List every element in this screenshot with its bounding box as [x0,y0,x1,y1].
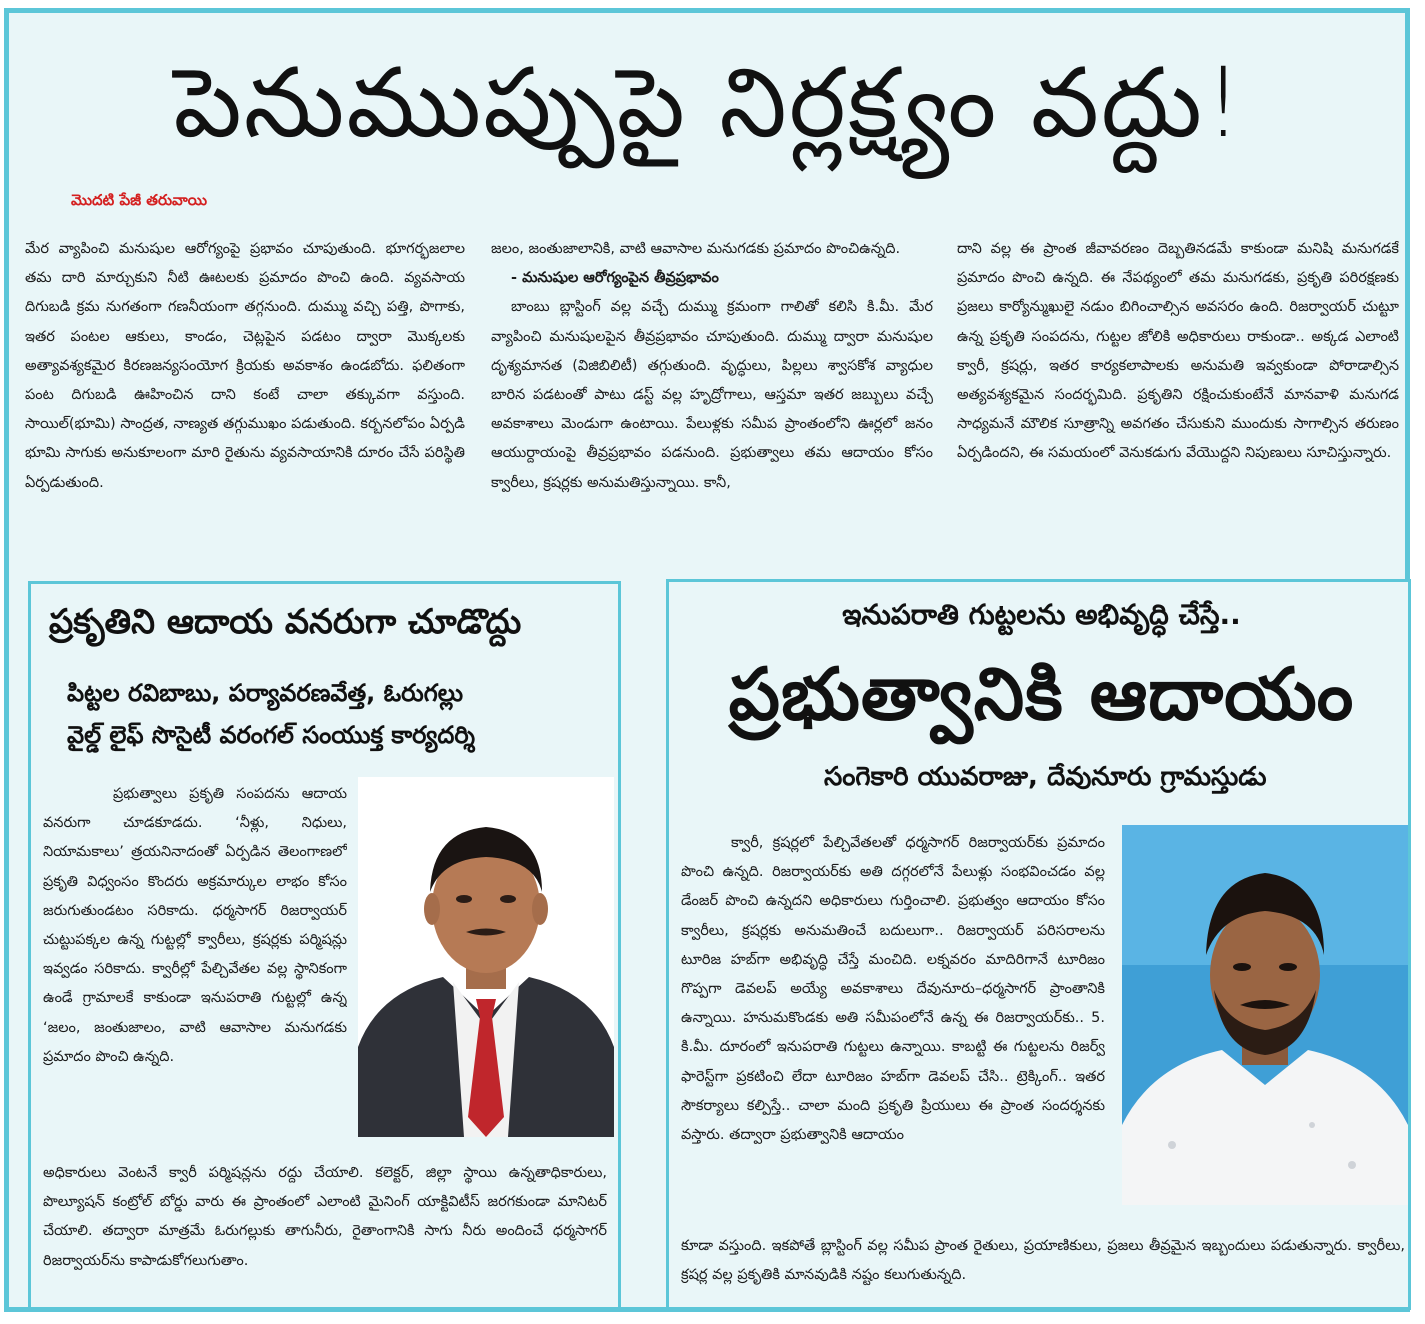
top-column-2 [491,235,933,555]
portrait-photo-right [1122,825,1408,1205]
main-headline: పెనుముప్పుపై నిర్లక్ష్యం వద్దు! [173,47,1245,159]
opinion-box-right [666,579,1411,1310]
paragraph: జలం, జంతుజాలానికి, వాటి ఆవాసాల మనుగడకు ప్రమాదం పొంచిఉన్నది. [491,241,901,257]
paragraph: ప్రభుత్వాలు ప్రకృతి సంపదను ఆదాయ వనరుగా చూడకూడదు. ‘నీళ్లు, నిధులు, నియామకాలు’ త్రయనినాదంతో ఏర్పడిన తెలంగాణలో ప్రకృతి విధ్వంసం కొందరు అక్రమార్కుల లాభం కోసం జరుగుతుండటం సరికాదు. ధర్మసాగర్ రిజర్వాయర్ చుట్టుపక్కల ఉన్న గుట్టల్లో క్వారీలు, క్రషర్లకు పర్మిషన్లు ఇవ్వడం సరికాదు. క్వారీల్లో పేల్చివేతల వల్ల స్థానికంగా ఉండే గ్రామాలకే కాకుండా ఇనుపరాతి గుట్టల్లో ఉన్న ‘జలం, జంతుజాలం, వాటి ఆవాసాల మనుగడకు ప్రమాదం పొంచి ఉన్నది. [43,786,347,1065]
box-body-full [43,1159,607,1309]
man-in-white-shirt-portrait-icon [1122,825,1408,1205]
portrait-photo-left [358,777,614,1137]
section-subhead: - మనుషుల ఆరోగ్యంపైన తీవ్రప్రభావం [511,270,719,287]
byline [67,672,607,756]
box-title: ప్రకృతిని ఆదాయ వనరుగా చూడొద్దు [49,602,522,642]
byline-line-1: పిట్టల రవిబాబు, పర్యావరణవేత్త, ఓరుగల్లు [67,679,464,707]
newspaper-page [4,8,1410,1312]
opinion-box-left [28,581,621,1310]
box-title: ప్రభుత్వానికి ఆదాయం [728,652,1355,736]
box-body-full [681,1232,1405,1302]
byline-line-2: వైల్డ్ లైఫ్ సొసైటీ వరంగల్ సంయుక్త కార్యదర్శి [67,721,475,749]
paragraph: బాంబు బ్లాస్టింగ్ వల్ల వచ్చే దుమ్ము క్రమంగా గాలితో కలిసి కి.మీ. మేర వ్యాపించి మనుషులపైన తీవ్రప్రభావం చూపుతుంది. దుమ్ము ద్వారా మనుషుల దృశ్యమానత (విజిబిలిటీ) తగ్గుతుంది. వృద్ధులు, పిల్లలు శ్వాసకోశ వ్యాధుల బారిన పడటంతో పాటు డస్ట్ వల్ల హృద్రోగాలు, ఆస్తమా ఇతర జబ్బులు వచ్చే అవకాశాలు మెండుగా ఉంటాయి. పేలుళ్లకు సమీప ప్రాంతంలోని ఊర్లలో జనం ఆయుర్దాయంపై తీవ్రప్రభావం పడనుంది. ప్రభుత్వాలు తమ ఆదాయం కోసం క్వారీలు, క్రషర్లకు అనుమతిస్తున్నాయి. కానీ, [491,299,933,491]
box-kicker: ఇనుపరాతి గుట్టలను అభివృద్ధి చేస్తే.. [842,598,1241,631]
byline: సంగెకారి యువరాజు, దేవునూరు గ్రామస్తుడు [824,762,1267,792]
continued-from-label: మొదటి పేజీ తరువాయి [71,191,208,209]
top-column-3 [957,235,1399,555]
top-column-1 [25,235,465,555]
box-body-wrapped [681,829,1105,1214]
paragraph: దాని వల్ల ఈ ప్రాంత జీవావరణం దెబ్బతినడమే కాకుండా మనిషి మనుగడకే ప్రమాదం పొంచి ఉన్నది. ఈ నేపథ్యంలో తమ మనుగడకు, ప్రకృతి పరిరక్షణకు ప్రజలు కార్యోన్ముఖులై నడుం బిగించాల్సిన అవసరం ఉంది. రిజర్వాయర్ చుట్టూ ఉన్న ప్రకృతి సంపదను, గుట్టల జోలికి అధికారులు రాకుండా.. అక్కడ ఎలాంటి క్వారీ, క్రషర్లు, ఇతర కార్యకలాపాలకు అనుమతి ఇవ్వకుండా పోరాడాల్సిన అత్యవశ్యకమైన సందర్భమిది. ప్రకృతిని రక్షించుకుంటేనే మానవాళి మనుగడ సాధ్యమనే మౌలిక సూత్రాన్ని అవగతం చేసుకుని ముందుకు సాగాల్సిన తరుణం ఏర్పడిందని, ఈ సమయంలో వెనుకడుగు వేయొద్దని నిపుణులు సూచిస్తున్నారు. [957,241,1399,462]
paragraph: అధికారులు వెంటనే క్వారీ పర్మిషన్లను రద్దు చేయాలి. కలెక్టర్, జిల్లా స్థాయి ఉన్నతాధికారులు, పొల్యూషన్ కంట్రోల్ బోర్డు వారు ఈ ప్రాంతంలో ఎలాంటి మైనింగ్ యాక్టివిటీస్ జరగకుండా మానిటర్ చేయాలి. తద్వారా మాత్రమే ఓరుగల్లుకు తాగునీరు, రైతాంగానికి సాగు నీరు అందించే ధర్మసాగర్ రిజర్వాయర్‌ను కాపాడుకోగలుగుతాం. [43,1165,607,1269]
man-in-suit-portrait-icon [358,777,614,1137]
paragraph: మేర వ్యాపించి మనుషుల ఆరోగ్యంపై ప్రభావం చూపుతుంది. భూగర్భజలాల తమ దారి మార్చుకుని నీటి ఊటలకు ప్రమాదం పొంచి ఉంది. వ్యవసాయ దిగుబడి క్రమ నుగతంగా గణనీయంగా తగ్గనుంది. దుమ్ము వచ్చి పత్తి, పొగాకు, ఇతర పంటల ఆకులు, కాండం, చెట్లపైన పడటం ద్వారా మొక్కలకు అత్యావశ్యకమైర కిరణజన్యసంయోగ క్రియకు అవకాశం ఉండబోదు. ఫలితంగా పంట దిగుబడి ఊహించిన దాని కంటే చాలా తక్కువగా వస్తుంది. సాయిల్(భూమి) సాంద్రత, నాణ్యత తగ్గుముఖం పడుతుంది. కర్బనలోపం ఏర్పడి భూమి సాగుకు అనుకూలంగా మారి రైతును వ్యవసాయానికి దూరం చేసే పరిస్థితి ఏర్పడుతుంది. [25,241,465,491]
paragraph: క్వారీ, క్రషర్లలో పేల్చివేతలతో ధర్మసాగర్ రిజర్వాయర్‌కు ప్రమాదం పొంచి ఉన్నది. రిజర్వాయర్‌కు అతి దగ్గరలోనే పేలుళ్లు సంభవించడం వల్ల డేంజర్ పొంచి ఉన్నదని అధికారులు గుర్తించాలి. ప్రభుత్వం ఆదాయం కోసం క్వారీలు, క్రషర్లకు అనుమతించే బదులుగా.. రిజర్వాయర్ పరిసరాలను టూరిజ హబ్‌గా అభివృద్ధి చేస్తే మంచిది. లక్నవరం మాదిరిగానే టూరిజం గొప్పగా డెవలప్ అయ్యే అవకాశాలు దేవునూరు–ధర్మసాగర్ ప్రాంతానికి ఉన్నాయి. హనుమకొండకు అతి సమీపంలోనే ఉన్న ఈ రిజర్వాయర్‌కు.. 5. కి.మీ. దూరంలో ఇనుపరాతి గుట్టలు ఉన్నాయి. కాబట్టి ఈ గుట్టలను రిజర్వ్ ఫారెస్ట్‌గా ప్రకటించి లేదా టూరిజం హబ్‌గా డెవలప్ చేసి.. ట్రెక్కింగ్.. ఇతర సౌకర్యాలు కల్పిస్తే.. చాలా మంది ప్రకృతి ప్రియులు ఈ ప్రాంత సందర్శనకు వస్తారు. తద్వారా ప్రభుత్వానికి ఆదాయం [681,835,1105,1144]
paragraph: కూడా వస్తుంది. ఇకపోతే బ్లాస్టింగ్ వల్ల సమీప ప్రాంత రైతులు, ప్రయాణికులు, ప్రజలు తీవ్రమైన ఇబ్బందులు పడుతున్నారు. క్వారీలు, క్రషర్ల వల్ల ప్రకృతికి మానవుడికి నష్టం కలుగుతున్నది. [681,1238,1405,1284]
box-body-wrapped [43,780,347,1150]
